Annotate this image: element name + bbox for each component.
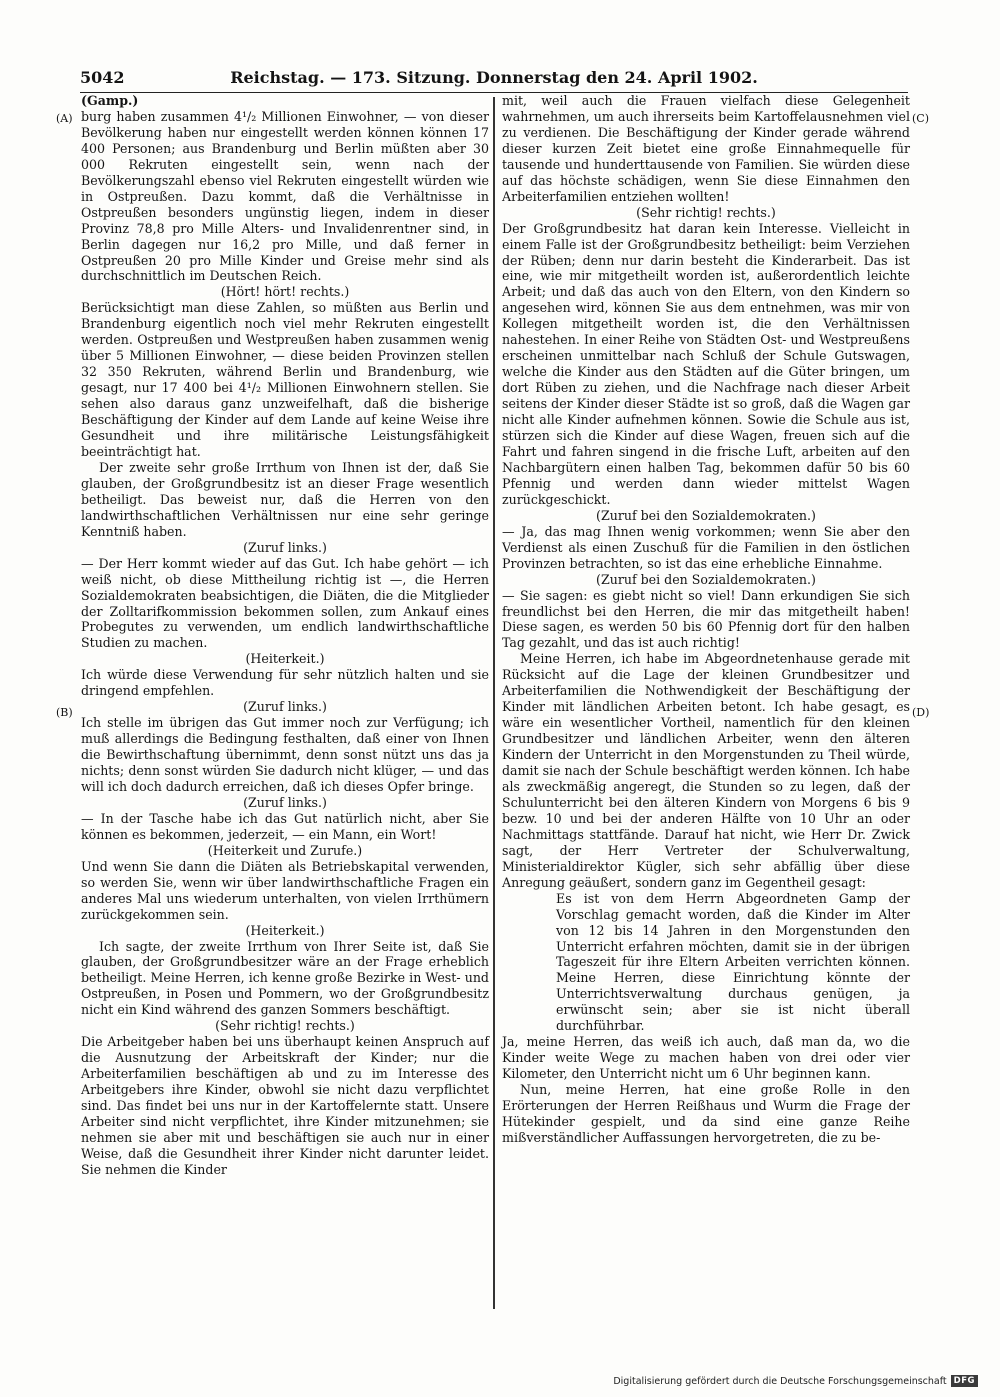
- paragraph: Berücksichtigt man diese Zahlen, so müßten aus Berlin und Brandenburg eigentlich noch viel mehr Rekruten eingestellt werden. Ostpreußen und Westpreußen haben zusammen wenig über 5 Millionen Einwohner, — diese beiden Provinzen stellen 32 350 Rekruten, während Berlin und Brandenburg, wie gesagt, nur 17 400 bei 4¹/₂ Millionen Einwohnern stellen. Sie sehen also daraus ganz unzweifelhaft, daß die bisherige Beschäftigung der Kinder auf dem Lande auf keine Weise ihre Gesundheit und ihre militärische Leistungsfähigkeit beeinträchtigt hat.: [81, 300, 489, 459]
- paragraph: — In der Tasche habe ich das Gut natürlich nicht, aber Sie können es bekommen, jederzeit, — ein Mann, ein Wort!: [81, 810, 489, 842]
- running-title: Reichstag. — 173. Sitzung. Donnerstag den 24. April 1902.: [230, 68, 758, 87]
- interjection: (Hört! hört! rechts.): [220, 284, 350, 300]
- paragraph: Der zweite sehr große Irrthum von Ihnen ist der, daß Sie glauben, der Großgrundbesitz ist an dieser Frage wesentlich betheiligt. Das beweist nur, daß die Herren von den landwirthschaftlichen Verhältnissen nur eine sehr geringe Kenntniß haben.: [81, 459, 489, 539]
- interjection: (Heiterkeit.): [245, 651, 325, 667]
- paragraph: mit, weil auch die Frauen vielfach diese Gelegenheit wahrnehmen, um auch ihrerseits beim Kartoffelausnehmen viel zu verdienen. Die Beschäftigung der Kinder gerade während dieser kurzen Zeit bietet eine große Einnahmequelle für tausende und hunderttausende von Familien. Sie würden diese auf das höchste schädigen, wenn Sie diese Einnahmen den Arbeiterfamilien entziehen wollten!: [502, 93, 910, 204]
- footer-credit: Digitalisierung gefördert durch die Deutsche Forschungsgemeinschaft: [613, 1375, 947, 1387]
- right-column: [502, 93, 910, 1146]
- interjection: (Zuruf bei den Sozialdemokraten.): [596, 571, 816, 587]
- interjection: (Heiterkeit.): [245, 922, 325, 938]
- paragraph: Der Großgrundbesitz hat daran kein Interesse. Vielleicht in einem Falle ist der Großgrundbesitz betheiligt: beim Verziehen der Rüben; denn nur darin besteht die Kinderarbeit. Das ist eine, wie mir mitgetheilt worden ist, außerordentlich leichte Arbeit; und daß das auch von den Eltern, von den Kindern so angesehen wird, können Sie aus dem entnehmen, was mir von Kollegen mitgetheilt worden ist, die den Verhältnissen nahestehen. In einer Reihe von Städten Ost- und Westpreußens erscheinen unmittelbar nach Schluß der Schule Gutswagen, welche die Kinder aus den Städten auf die Güter bringen, um dort Rüben zu ziehen, und die Nachfrage nach dieser Arbeit seitens der Kinder dieser Städte ist so groß, daß die Wagen gar nicht alle Kinder aufnehmen können. Sowie die Schule aus ist, stürzen sich die Kinder auf diese Wagen, freuen sich auf die Fahrt und fahren singend in die frische Luft, arbeiten auf den Nachbargütern einen halben Tag, bekommen dafür 50 bis 60 Pfennig und werden dann wieder mittelst Wagen zurückgeschickt.: [502, 220, 910, 507]
- column-divider: [493, 97, 495, 1309]
- paragraph: Die Arbeitgeber haben bei uns überhaupt keinen Anspruch auf die Ausnutzung der Arbeitskraft der Kinder; nur die Arbeiterfamilien beschäftigen ab und zu im Interesse des Arbeitgebers ihre Kinder, obwohl sie nicht dazu verpflichtet sind. Das findet bei uns nur in der Kartoffelernte statt. Unsere Arbeiter sind nicht verpflichtet, ihre Kinder mitzunehmen; sie nehmen sie aber mit und beschäftigen sie auch nur in einer Weise, daß die Gesundheit ihrer Kinder nicht darunter leidet. Sie nehmen die Kinder: [81, 1034, 489, 1177]
- interjection: (Zuruf links.): [243, 539, 327, 555]
- interjection: (Heiterkeit und Zurufe.): [207, 842, 363, 858]
- page-number: 5042: [80, 68, 125, 87]
- paragraph: Ja, meine Herren, das weiß ich auch, daß man da, wo die Kinder weite Wege zu machen haben von drei oder vier Kilometer, den Unterricht nicht um 6 Uhr beginnen kann.: [502, 1034, 910, 1082]
- paragraph: — Der Herr kommt wieder auf das Gut. Ich habe gehört — ich weiß nicht, ob diese Mittheilung richtig ist —, die Herren Sozialdemokraten beabsichtigen, die Diäten, die die Mitglieder der Zolltarifkommission bekommen sollen, zum Ankauf eines Probegutes zu verwenden, um endlich landwirthschaftliche Studien zu machen.: [81, 555, 489, 651]
- margin-mark-b: (B): [56, 706, 73, 719]
- speaker-label: (Gamp.): [81, 93, 139, 108]
- paragraph: — Sie sagen: es giebt nicht so viel! Dann erkundigen Sie sich freundlichst bei den Herren, die mir das mitgetheilt haben! Diese sagen, es werden 50 bis 60 Pfennig dort für den halben Tag gezahlt, und das ist auch richtig!: [502, 587, 910, 651]
- interjection: (Zuruf bei den Sozialdemokraten.): [596, 507, 816, 523]
- dfg-logo: DFG: [951, 1375, 978, 1387]
- interjection: (Sehr richtig! rechts.): [636, 204, 776, 220]
- left-column: [81, 93, 489, 1178]
- footer: [613, 1375, 978, 1387]
- interjection: (Zuruf links.): [243, 699, 327, 715]
- margin-mark-d: (D): [912, 706, 930, 719]
- paragraph: Ich stelle im übrigen das Gut immer noch zur Verfügung; ich muß allerdings die Bedingung festhalten, daß einer von Ihnen die Bewirthschaftung übernimmt, denn sonst nützt uns das ja nichts; denn sonst würden Sie dadurch nicht klüger, — und das will ich doch dadurch erreichen, daß ich dieses Opfer bringe.: [81, 715, 489, 794]
- paragraph: Und wenn Sie dann die Diäten als Betriebskapital verwenden, so werden Sie, wenn wir über landwirthschaftliche Fragen ein anderes Mal uns wiederum unterhalten, von vielen Irrthümern zurückgekommen sein.: [81, 858, 489, 922]
- paragraph: burg haben zusammen 4¹/₂ Millionen Einwohner, — von dieser Bevölkerung haben nur eingestellt werden können können 17 400 Personen; aus Brandenburg und Berlin müßten aber 30 000 Rekruten eingestellt sein, wenn nach der Bevölkerungszahl ebenso viel Rekruten eingestellt würden wie in Ostpreußen. Dazu kommt, daß die Verhältnisse in Ostpreußen besonders ungünstig liegen, indem in dieser Provinz 78,8 pro Mille Alters- und Invalidenrentner sind, in Berlin dagegen nur 16,2 pro Mille, und daß ferner in Ostpreußen 20 pro Mille Kinder und Greise mehr sind als durchschnittlich im Deutschen Reich.: [81, 108, 489, 284]
- margin-mark-c: (C): [912, 112, 929, 125]
- quoted-paragraph: Es ist von dem Herrn Abgeordneten Gamp der Vorschlag gemacht worden, daß die Kinder im Alter von 12 bis 14 Jahren in den Morgenstunden den Unterricht erfahren möchten, damit sie in der übrigen Tageszeit für ihre Eltern Arbeiten verrichten können. Meine Herren, diese Einrichtung könnte der Unterrichtsverwaltung durchaus genügen, ja erwünscht sein; aber sie ist nicht überall durchführbar.: [556, 890, 910, 1034]
- paragraph: Nun, meine Herren, hat eine große Rolle in den Erörterungen der Herren Reißhaus und Wurm die Frage der Hütekinder gespielt, und da sind eine ganze Reihe mißverständlicher Auffassungen hervorgetreten, die zu be-: [502, 1082, 910, 1145]
- interjection: (Zuruf links.): [243, 794, 327, 810]
- margin-mark-a: (A): [56, 112, 73, 125]
- paragraph: Ich sagte, der zweite Irrthum von Ihrer Seite ist, daß Sie glauben, der Großgrundbesitzer wäre an der Frage erheblich betheiligt. Meine Herren, ich kenne große Bezirke in West- und Ostpreußen, in Posen und Pommern, wo der Großgrundbesitz nicht ein Kind während des ganzen Sommers beschäftigt.: [81, 938, 489, 1018]
- paragraph: — Ja, das mag Ihnen wenig vorkommen; wenn Sie aber den Verdienst als einen Zuschuß für die Familien in den östlichen Provinzen betrachten, so ist das eine erhebliche Einnahme.: [502, 523, 910, 571]
- interjection: (Sehr richtig! rechts.): [215, 1018, 355, 1034]
- paragraph: Ich würde diese Verwendung für sehr nützlich halten und sie dringend empfehlen.: [81, 667, 489, 699]
- page-header: [80, 64, 908, 90]
- paragraph: Meine Herren, ich habe im Abgeordnetenhause gerade mit Rücksicht auf die Lage der kleinen Grundbesitzer und Arbeiterfamilien die Nothwendigkeit der Beschäftigung der Kinder mit ländlichen Arbeiten betont. Ich habe gesagt, es wäre ein wesentlicher Vortheil, namentlich für den kleinen Grundbesitzer und ländlichen Arbeiter, wenn den älteren Kindern der Unterricht in den Morgenstunden zu Theil würde, damit sie nach der Schule beschäftigt werden können. Ich habe als zweckmäßig angeregt, die Stunden so zu legen, daß der Schulunterricht bei den älteren Kindern von Morgens 6 bis 9 bezw. 10 und bei der anderen Hälfte von 10 Uhr an oder Nachmittags stattfände. Darauf hat nicht, wie Herr Dr. Zwick sagt, der Herr Vertreter der Schulverwaltung, Ministerialdirektor Kügler, sich sehr abfällig über diese Anregung geäußert, sondern ganz im Gegentheil gesagt:: [502, 651, 910, 890]
